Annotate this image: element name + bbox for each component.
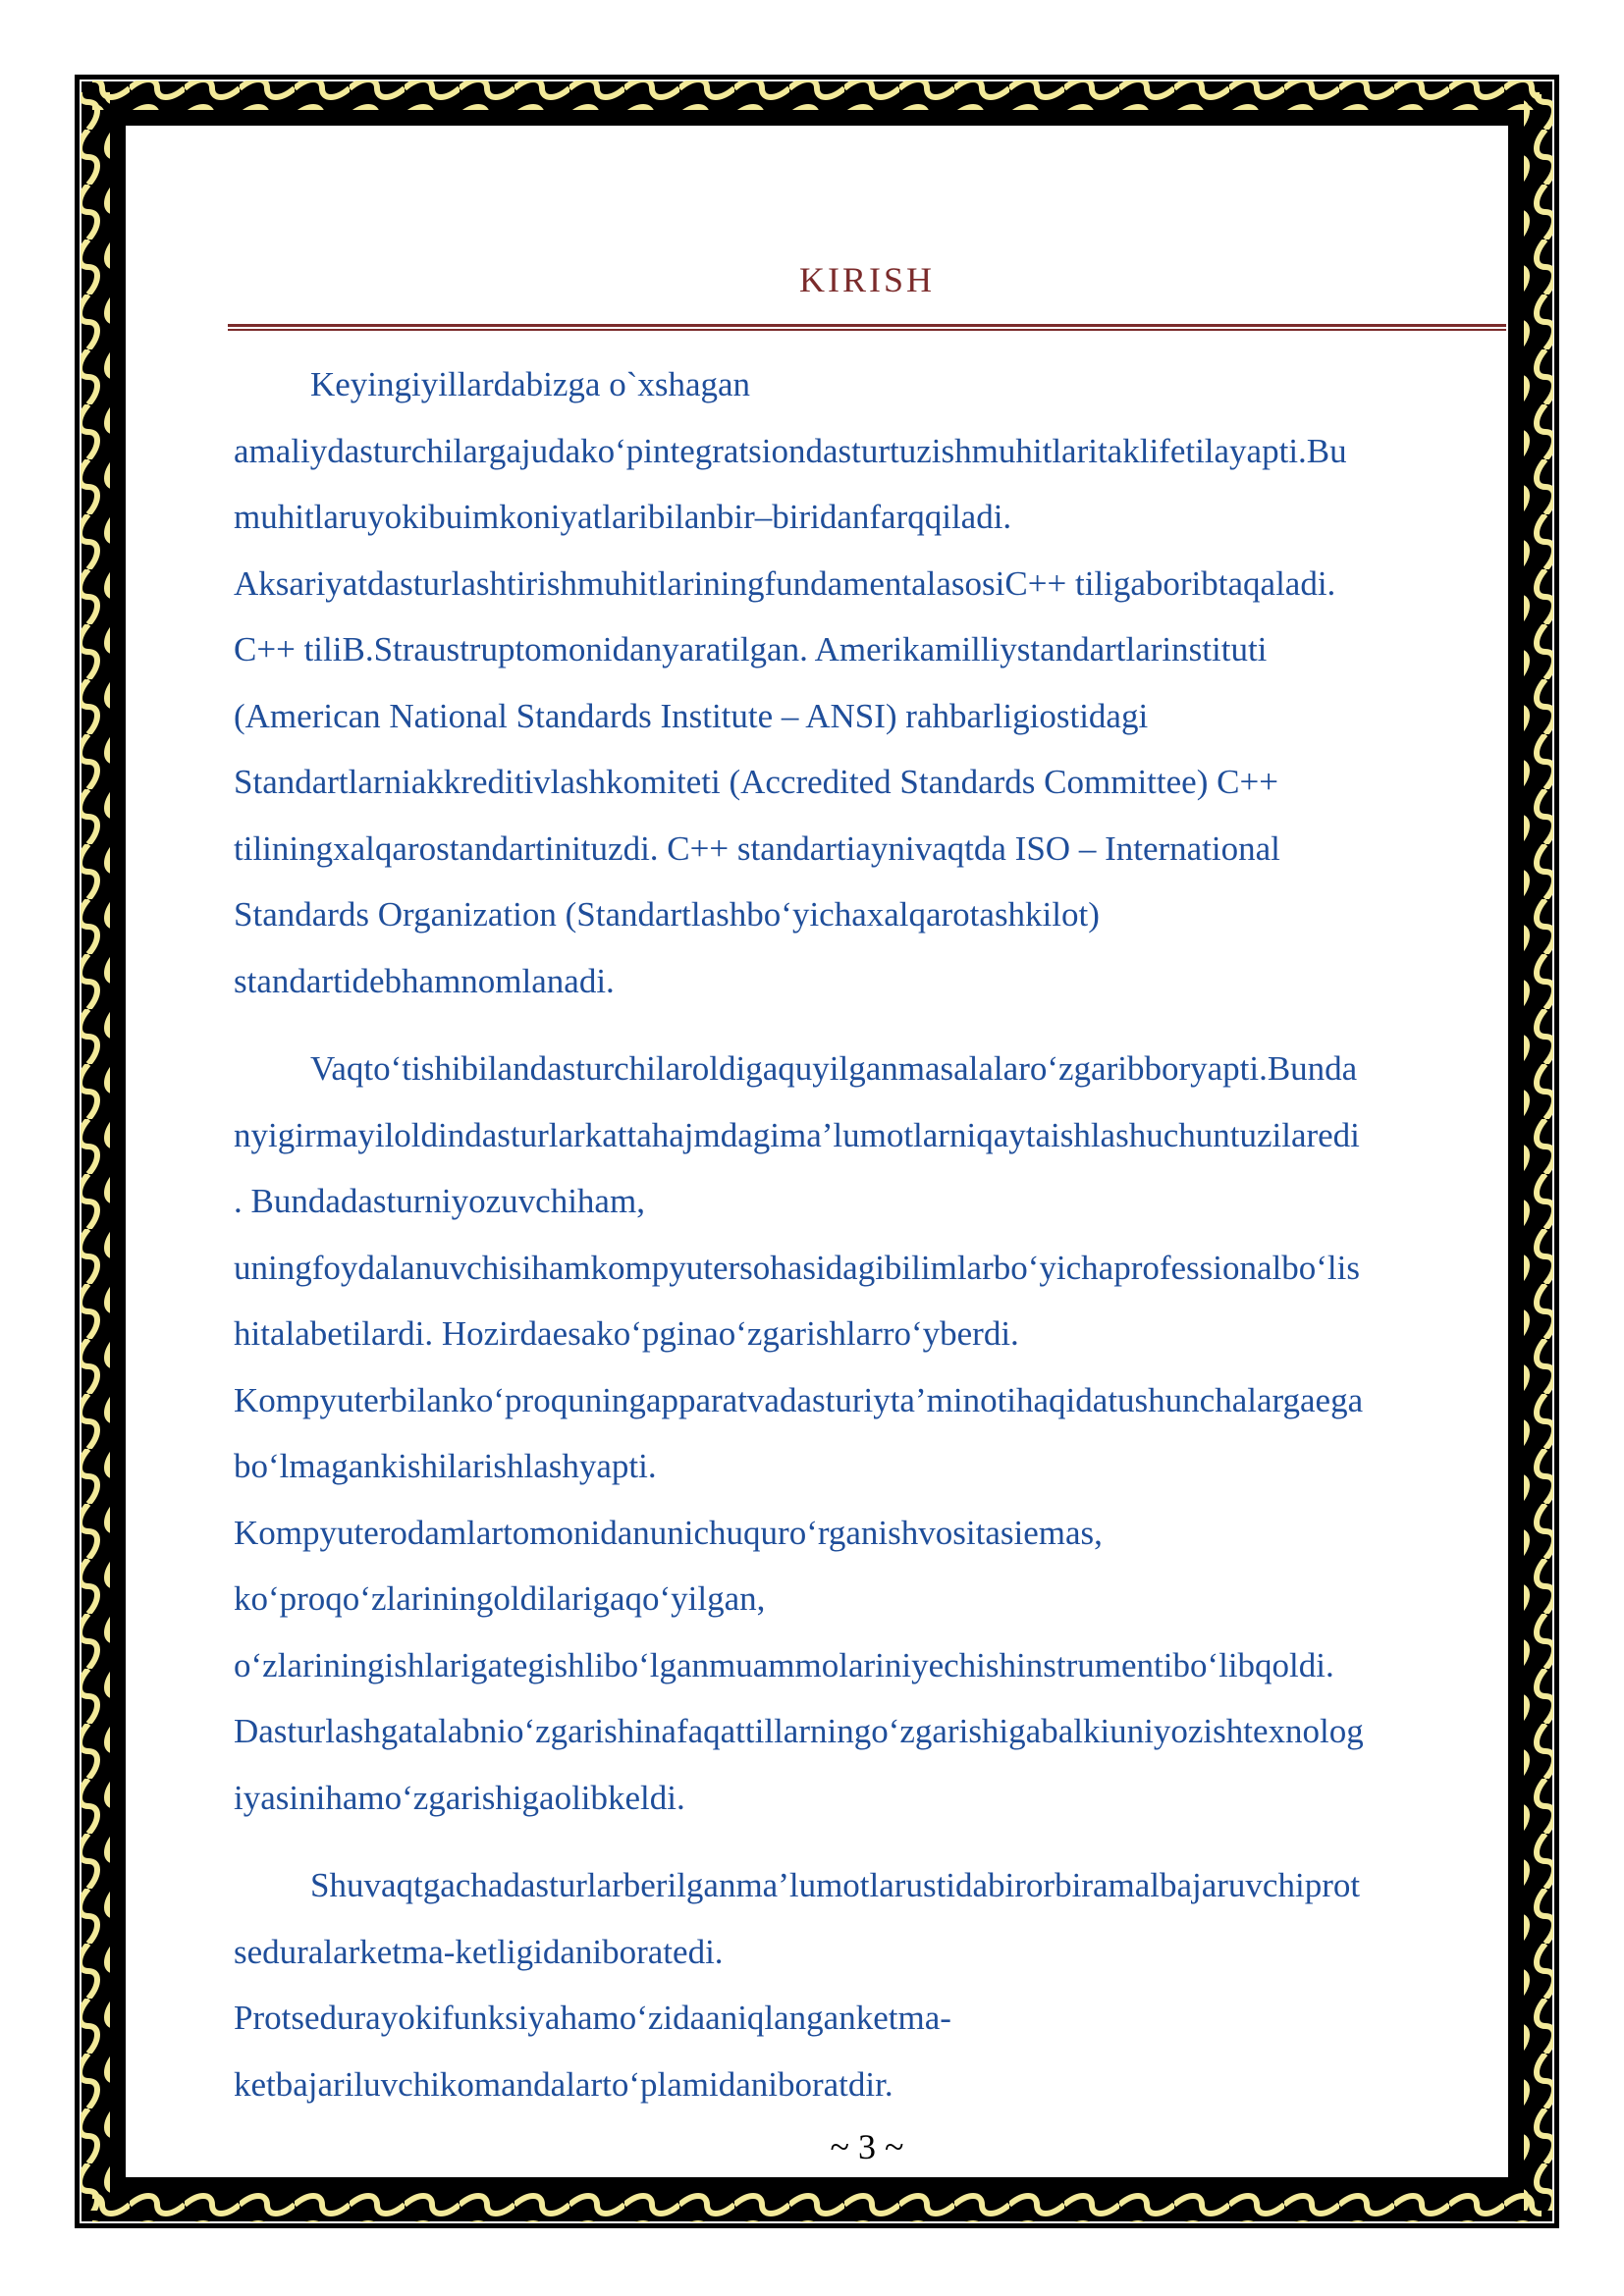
text-line: Standards Organization (Standartlashbo‘yichaxalqarotashkilot) — [234, 895, 1100, 934]
paragraph-3 — [234, 1852, 1500, 2117]
text-line: hitalabetilardi. Hozirdaesako‘pginao‘zgarishlarro‘yberdi. — [234, 1314, 1019, 1353]
text-line: muhitlaruyokibuimkoniyatlaribilanbir–biridanfarqqiladi. — [234, 498, 1012, 536]
paragraph-1 — [234, 351, 1500, 1014]
text-line: uningfoydalanuvchisihamkompyutersohasidagibilimlarbo‘yichaprofessionalbo‘lis — [234, 1248, 1360, 1287]
text-line: amaliydasturchilargajudako‘pintegratsiondasturtuzishmuhitlaritaklifetilayapti.Bu — [234, 431, 1347, 470]
text-line: Kompyuterodamlartomonidanunichuquro‘rganishvositasiemas, — [234, 1513, 1103, 1552]
text-line: ko‘proqo‘zlariningoldilarigaqo‘yilgan, — [234, 1579, 766, 1618]
text-line: nyigirmayiloldindasturlarkattahajmdagima’lumotlarniqaytaishlashuchuntuzilaredi — [234, 1115, 1360, 1154]
title-underline — [228, 324, 1506, 331]
text-line: seduralarketma-ketligidaniboratedi. — [234, 1932, 724, 1971]
text-line: Vaqto‘tishibilandasturchilaroldigaquyilganmasalalaro‘zgaribboryapti.Bunda — [310, 1049, 1358, 1088]
text-line: bo‘lmagankishilarishlashyapti. — [234, 1447, 657, 1485]
text-line: AksariyatdasturlashtirishmuhitlariningfundamentalasosiC++ tiligaboribtaqaladi. — [234, 563, 1336, 603]
text-line: tiliningxalqarostandartinituzdi. C++ standartiaynivaqtda ISO – International — [234, 828, 1280, 868]
text-line: Dasturlashgatalabnio‘zgarishinafaqattillarningo‘zgarishigabalkiuniyozishtexnolog — [234, 1712, 1364, 1750]
page-title: KIRISH — [798, 260, 935, 299]
text-line: Standartlarniakkreditivlashkomiteti (Accredited Standards Committee) C++ — [234, 763, 1278, 801]
text-line: . Bundadasturniyozuvchiham, — [234, 1182, 645, 1220]
text-line: iyasinihamo‘zgarishigaolibkeldi. — [234, 1778, 685, 1817]
page-number: ~ 3 ~ — [830, 2127, 904, 2166]
text-line: ketbajariluvchikomandalarto‘plamidaniboratdir. — [234, 2064, 893, 2104]
text-line: Protsedurayokifunksiyahamo‘zidaaniqlanganketma- — [234, 1999, 951, 2037]
text-line: C++ tiliB.Straustruptomonidanyaratilgan. Amerikamilliystandartlarinstituti — [234, 630, 1268, 668]
text-line: Keyingiyillardabizga o`xshagan — [310, 365, 751, 403]
text-line: o‘zlariningishlarigategishlibo‘lganmuammolariniyechishinstrumentibo‘libqoldi. — [234, 1645, 1334, 1684]
text-line: Shuvaqtgachadasturlarberilganma’lumotlarustidabirorbiramalbajaruvchiprot — [310, 1866, 1361, 1904]
paragraph-2 — [234, 1036, 1500, 1831]
text-line: (American National Standards Institute – ANSI) rahbarligiostidagi — [234, 696, 1149, 735]
text-line: Kompyuterbilanko‘proquningapparatvadasturiyta’minotihaqidatushunchalargaega — [234, 1380, 1364, 1419]
text-line: standartidebhamnomlanadi. — [234, 961, 615, 1000]
